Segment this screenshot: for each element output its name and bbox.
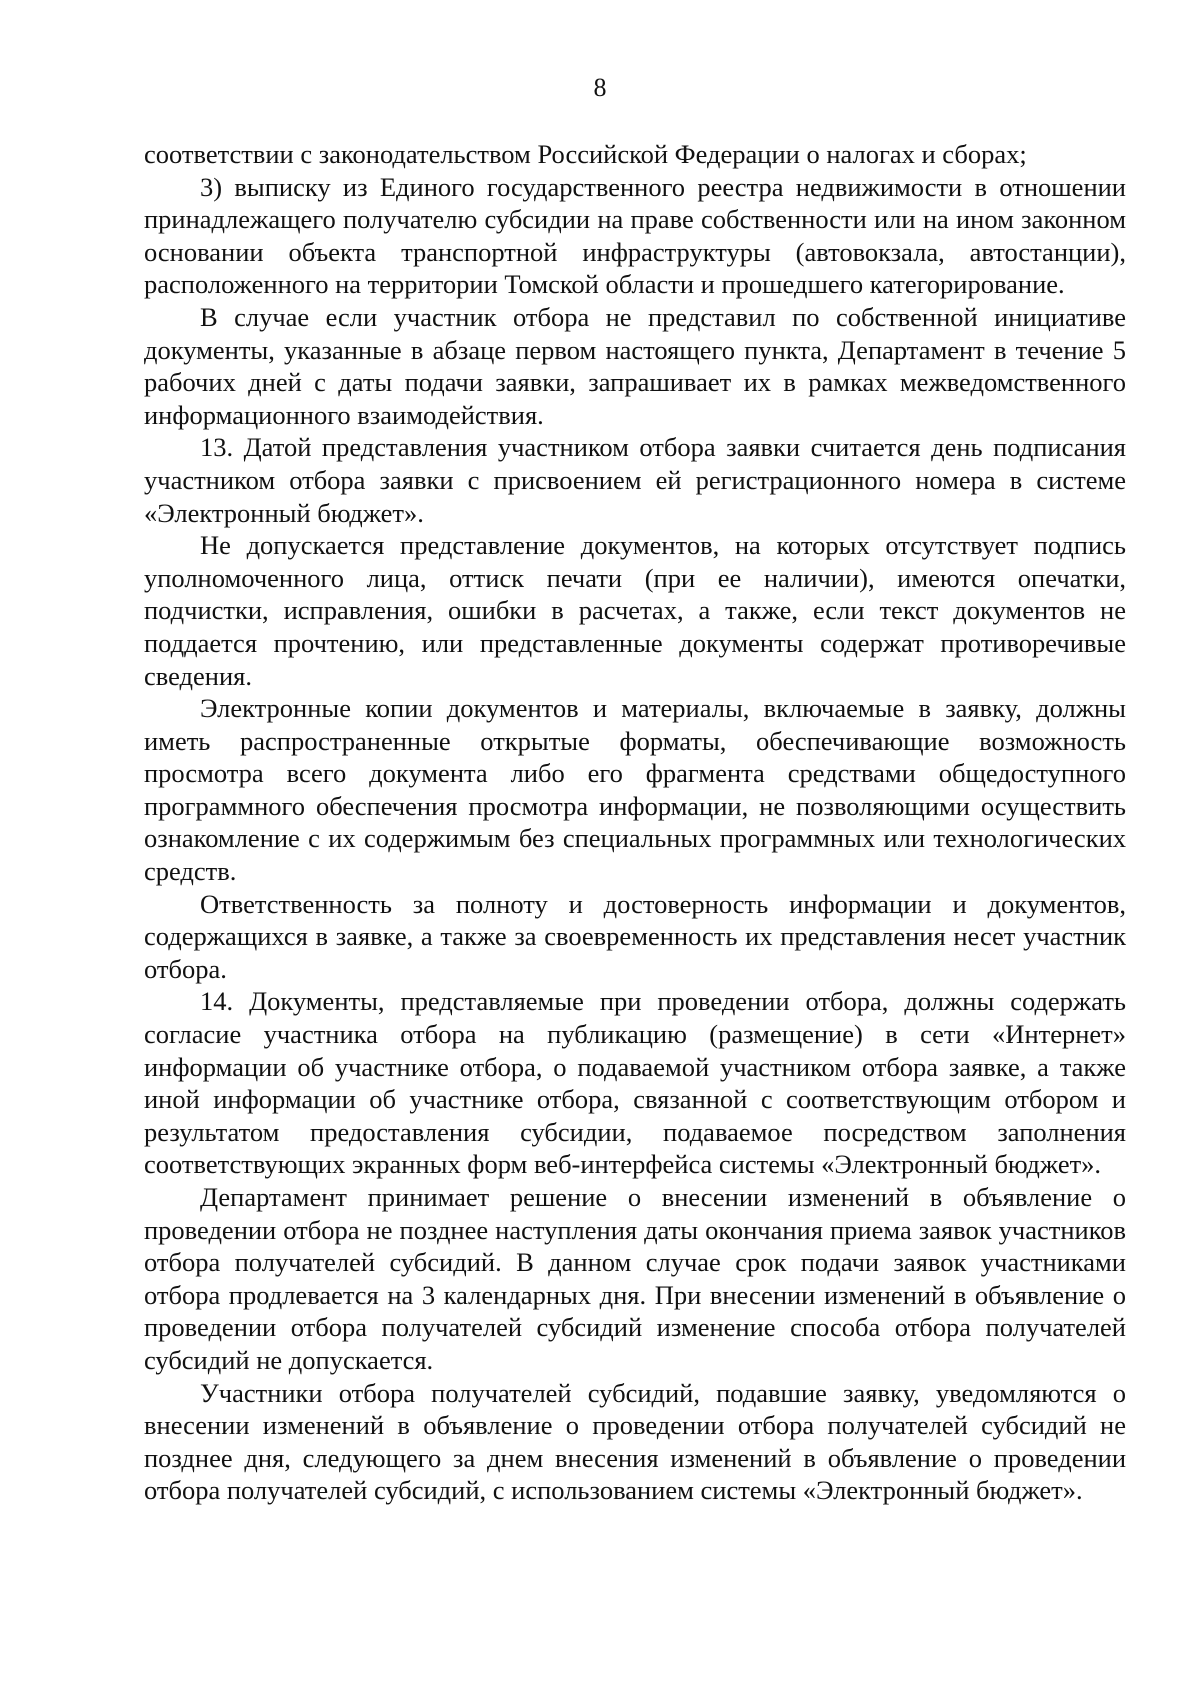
paragraph-clause-14: 14. Документы, представляемые при проведении отбора, должны содержать согласие участника отбора на публикацию (размещение) в сети «Интернет» информации об участнике отбора, о подаваемой участником отбора заявке, а также иной информации об участнике отбора, связанной с соответствующим отбором и результатом предоставления субсидии, подаваемое посредством заполнения соответствующих экранных форм веб-интерфейса системы «Электронный бюджет». <box>144 986 1126 1180</box>
paragraph-item-3: 3) выписку из Единого государственного реестра недвижимости в отношении принадлежащего получателю субсидии на праве собственности или на ином законном основании объекта транспортной инфраструктуры (автовокзала, автостанции), расположенного на территории Томской области и прошедшего категорирование. <box>144 171 1126 300</box>
paragraph-interagency-request: В случае если участник отбора не представил по собственной инициативе документы, указанные в абзаце первом настоящего пункта, Департамент в течение 5 рабочих дней с даты подачи заявки, запрашивает их в рамках межведомственного информационного взаимодействия. <box>144 301 1126 430</box>
paragraph-responsibility: Ответственность за полноту и достоверность информации и документов, содержащихся в заявке, а также за своевременность их представления несет участник отбора. <box>144 888 1126 984</box>
paragraph-electronic-copies: Электронные копии документов и материалы, включаемые в заявку, должны иметь распространенные открытые форматы, обеспечивающие возможность просмотра всего документа либо его фрагмента средствами общедоступного программного обеспечения просмотра информации, не позволяющими осуществить ознакомление с их содержимым без специальных программных или технологических средств. <box>144 693 1126 887</box>
paragraph-document-defects: Не допускается представление документов, на которых отсутствует подпись уполномоченного лица, оттиск печати (при ее наличии), имеются опечатки, подчистки, исправления, ошибки в расчетах, а также, если текст документов не поддается прочтению, или представленные документы содержат противоречивые сведения. <box>144 530 1126 691</box>
paragraph-continuation: соответствии с законодательством Российской Федерации о налогах и сборах; <box>144 139 1027 169</box>
document-body <box>144 138 1126 1507</box>
paragraph-participant-notification: Участники отбора получателей субсидий, подавшие заявку, уведомляются о внесении изменений в объявление о проведении отбора получателей субсидий не позднее дня, следующего за днем внесения изменений в объявление о проведении отбора получателей субсидий, с использованием системы «Электронный бюджет». <box>144 1377 1126 1506</box>
paragraph-clause-13: 13. Датой представления участником отбора заявки считается день подписания участником отбора заявки с присвоением ей регистрационного номера в системе «Электронный бюджет». <box>144 432 1126 528</box>
paragraph-announcement-changes: Департамент принимает решение о внесении изменений в объявление о проведении отбора не позднее наступления даты окончания приема заявок участников отбора получателей субсидий. В данном случае срок подачи заявок участниками отбора продлевается на 3 календарных дня. При внесении изменений в объявление о проведении отбора получателей субсидий изменение способа отбора получателей субсидий не допускается. <box>144 1182 1126 1375</box>
page-number: 8 <box>593 73 607 102</box>
